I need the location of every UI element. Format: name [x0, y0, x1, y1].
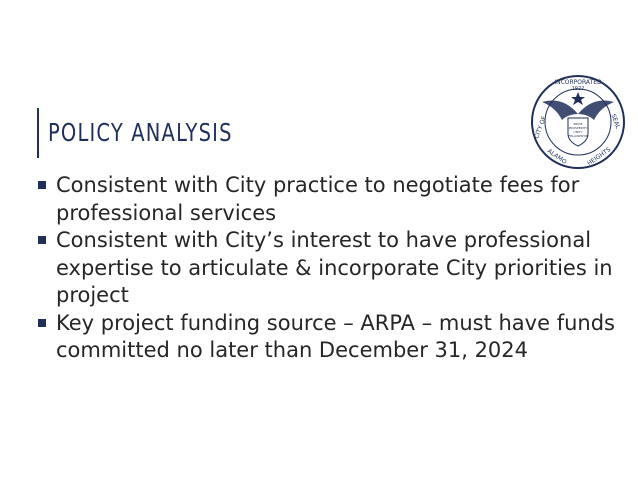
list-item: [38, 172, 638, 227]
seal-bottom-left: ALAMO: [546, 147, 568, 166]
seal-bottom-right: HEIGHTS: [586, 146, 613, 168]
bullet-square-icon: [38, 236, 46, 244]
bullet-text: Consistent with City’s interest to have professional expertise to articulate & incorporate City priorities in project: [56, 228, 613, 307]
bullet-list: [38, 172, 638, 365]
seal-line-3: UNITY: [573, 130, 583, 134]
bullet-square-icon: [38, 181, 46, 189]
page-title: POLICY ANALYSIS: [48, 118, 233, 147]
bullet-text: Consistent with City practice to negotiate fees for professional services: [56, 173, 580, 225]
list-item: [38, 227, 638, 310]
seal-line-2: PROSPERITY: [568, 126, 588, 130]
seal-line-1: PRIDE: [573, 122, 583, 126]
bullet-text: Key project funding source – ARPA – must have funds committed no later than December 31, 2024: [56, 310, 615, 362]
city-seal-icon: [528, 72, 628, 172]
list-item: [38, 310, 638, 365]
seal-top-text: INCORPORATED: [554, 79, 602, 86]
seal-left-text: CITY OF: [533, 115, 548, 140]
seal-right-text: SEAL: [609, 113, 622, 130]
title-accent-bar: [37, 108, 39, 158]
seal-line-4: FELLOWSHIP: [568, 134, 588, 138]
seal-year: 1922: [571, 86, 585, 92]
bullet-square-icon: [38, 319, 46, 327]
